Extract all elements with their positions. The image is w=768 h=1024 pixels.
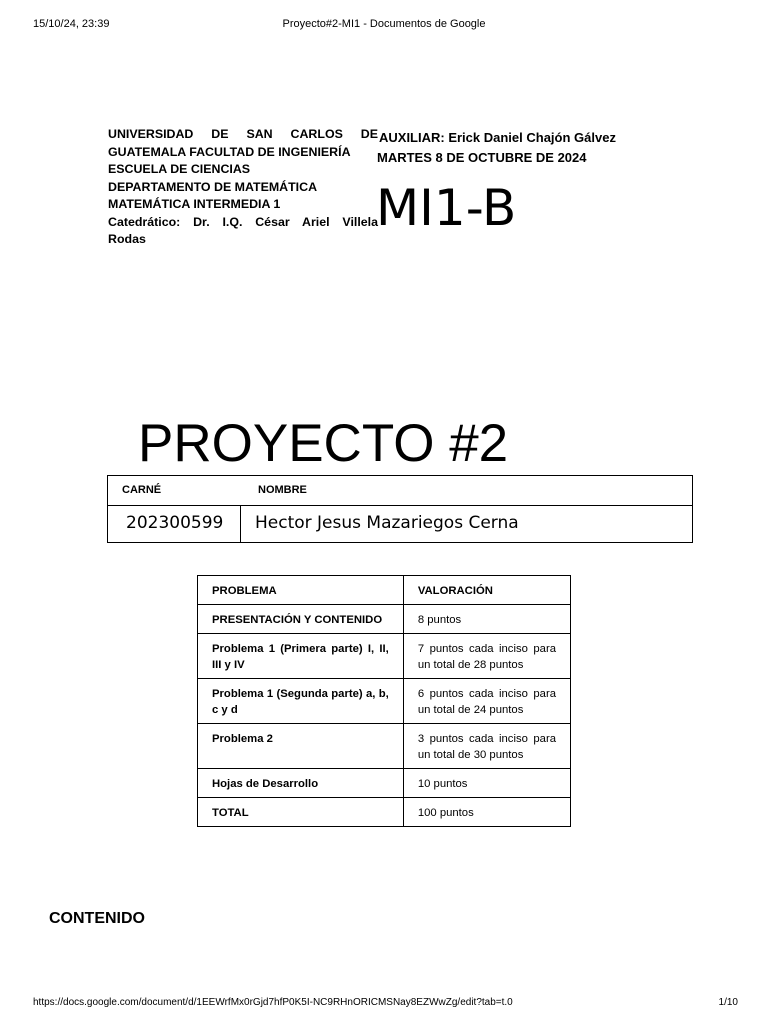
valoracion-cell: 3 puntos cada inciso para un total de 30 puntos — [403, 724, 570, 769]
problema-cell: TOTAL — [198, 798, 404, 827]
header-valoracion: VALORACIÓN — [403, 576, 570, 605]
problema-cell: Hojas de Desarrollo — [198, 769, 404, 798]
header-problema: PROBLEMA — [198, 576, 404, 605]
institution-line-3: ESCUELA DE CIENCIAS — [108, 162, 251, 176]
print-url: https://docs.google.com/document/d/1EEWrfMx0rGjd7hfP0K5I-NC9RHnORICMSNay8EZWwZg/edit?tab=t.0 — [33, 997, 513, 1008]
print-page-number: 1/10 — [718, 997, 738, 1008]
valoracion-cell: 7 puntos cada inciso para un total de 28 puntos — [403, 634, 570, 679]
table-row — [198, 769, 571, 798]
institution-block — [108, 126, 378, 249]
grading-table — [197, 575, 571, 827]
table-row — [198, 724, 571, 769]
problema-cell: Problema 1 (Primera parte) I, II, III y IV — [198, 634, 404, 679]
student-table — [107, 475, 693, 543]
print-datetime: 15/10/24, 23:39 — [33, 18, 110, 30]
instructor-line-2: Rodas — [108, 232, 146, 246]
table-row — [198, 798, 571, 827]
course-code: MI1-B — [376, 179, 517, 237]
institution-line-5: MATEMÁTICA INTERMEDIA 1 — [108, 197, 281, 211]
student-carne: 202300599 — [126, 513, 224, 533]
valoracion-cell: 8 puntos — [403, 605, 570, 634]
problema-cell: Problema 1 (Segunda parte) a, b, c y d — [198, 679, 404, 724]
class-date: MARTES 8 DE OCTUBRE DE 2024 — [377, 150, 587, 165]
header-nombre: NOMBRE — [258, 484, 307, 496]
institution-line-2: GUATEMALA FACULTAD DE INGENIERÍA — [108, 144, 351, 159]
student-table-header-row — [108, 476, 692, 506]
instructor-line: Catedrático: Dr. I.Q. César Ariel Villela — [108, 214, 378, 229]
section-heading-contenido: CONTENIDO — [49, 910, 145, 927]
table-row — [198, 634, 571, 679]
table-row — [198, 679, 571, 724]
table-row — [198, 605, 571, 634]
valoracion-cell: 100 puntos — [403, 798, 570, 827]
institution-line-1: UNIVERSIDAD DE SAN CARLOS DE — [108, 127, 378, 141]
print-doc-title: Proyecto#2-MI1 - Documentos de Google — [282, 18, 486, 30]
valoracion-cell: 6 puntos cada inciso para un total de 24 puntos — [403, 679, 570, 724]
student-table-data-row — [108, 505, 692, 542]
valoracion-cell: 10 puntos — [403, 769, 570, 798]
student-name: Hector Jesus Mazariegos Cerna — [255, 513, 519, 533]
header-carne: CARNÉ — [122, 484, 162, 496]
problema-cell: Problema 2 — [198, 724, 404, 769]
project-title: PROYECTO #2 — [138, 414, 509, 473]
problema-cell: PRESENTACIÓN Y CONTENIDO — [198, 605, 404, 634]
institution-line-4: DEPARTAMENTO DE MATEMÁTICA — [108, 179, 318, 194]
auxiliar-name: AUXILIAR: Erick Daniel Chajón Gálvez — [379, 130, 616, 145]
grading-table-header — [198, 576, 571, 605]
